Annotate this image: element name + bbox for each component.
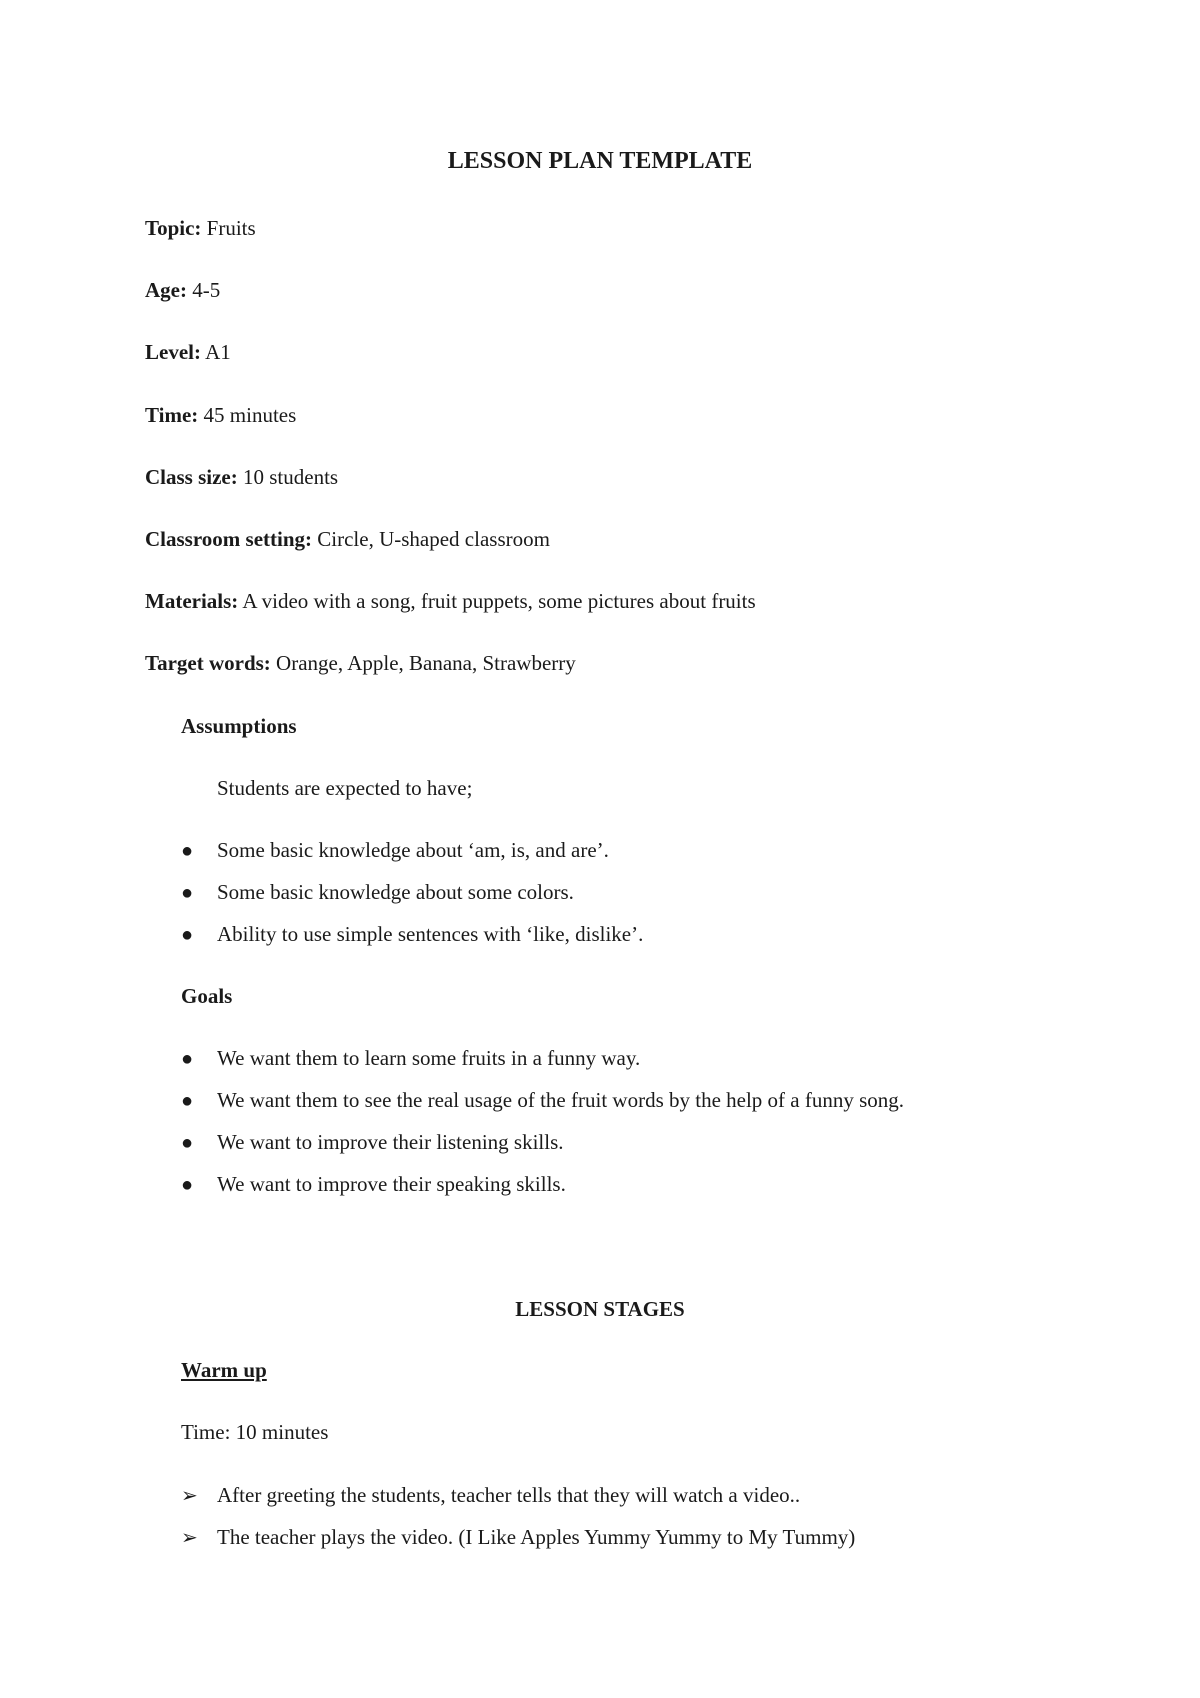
field-value: A video with a song, fruit puppets, some pictures about fruits (238, 589, 756, 613)
field-label: Topic: (145, 216, 202, 240)
bullet-icon: ● (181, 1132, 194, 1154)
field-target-words (145, 649, 576, 677)
bullet-icon: ● (181, 1048, 194, 1070)
field-value: 4-5 (186, 278, 221, 302)
field-label: Class size: (145, 465, 238, 489)
field-label: Time: (145, 403, 199, 427)
field-topic (145, 214, 256, 242)
stages-title: LESSON STAGES (515, 1297, 685, 1321)
field-level (145, 338, 231, 366)
list-item-text: Some basic knowledge about ‘am, is, and are’. (217, 838, 609, 862)
arrow-bullet-icon: ➢ (181, 1485, 198, 1507)
list-item-text: Ability to use simple sentences with ‘like, dislike’. (217, 922, 644, 946)
field-classroom-setting (145, 525, 550, 553)
list-item (181, 878, 574, 907)
field-value: 45 minutes (198, 403, 297, 427)
field-time (145, 401, 296, 429)
warmup-time: Time: 10 minutes (181, 1420, 329, 1444)
field-value: 10 students (237, 465, 339, 489)
field-label: Classroom setting: (145, 527, 313, 551)
list-item (181, 1170, 566, 1199)
bullet-icon: ● (181, 840, 194, 862)
field-age (145, 276, 220, 304)
page-title: LESSON PLAN TEMPLATE (447, 148, 753, 174)
bullet-icon: ● (181, 882, 194, 904)
field-value: Circle, U-shaped classroom (312, 527, 550, 551)
list-item (181, 1523, 855, 1552)
list-item (181, 836, 609, 865)
field-label: Level: (145, 340, 201, 364)
bullet-icon: ● (181, 924, 194, 946)
list-item (181, 920, 643, 949)
field-class-size (145, 463, 338, 491)
field-value: Fruits (201, 216, 256, 240)
list-item-text: Some basic knowledge about some colors. (217, 880, 574, 904)
list-item-text: After greeting the students, teacher tells that they will watch a video.. (217, 1483, 801, 1507)
list-item-text: We want to improve their speaking skills. (217, 1172, 566, 1196)
bullet-icon: ● (181, 1090, 194, 1112)
list-item-text: We want to improve their listening skills. (217, 1130, 564, 1154)
field-value: Orange, Apple, Banana, Strawberry (270, 651, 576, 675)
assumptions-heading: Assumptions (181, 714, 297, 738)
field-materials (145, 587, 756, 615)
assumptions-intro: Students are expected to have; (217, 776, 473, 800)
list-item (181, 1044, 640, 1073)
list-item-text: The teacher plays the video. (I Like Apples Yummy Yummy to My Tummy) (217, 1525, 856, 1549)
list-item (181, 1128, 564, 1157)
list-item (181, 1481, 800, 1510)
goals-heading: Goals (181, 984, 233, 1008)
list-item (181, 1086, 904, 1115)
field-label: Age: (145, 278, 187, 302)
list-item-text: We want them to learn some fruits in a funny way. (217, 1046, 641, 1070)
bullet-icon: ● (181, 1174, 194, 1196)
warmup-heading: Warm up (181, 1358, 267, 1382)
field-label: Materials: (145, 589, 239, 613)
field-value: A1 (200, 340, 231, 364)
list-item-text: We want them to see the real usage of the fruit words by the help of a funny song. (217, 1088, 905, 1112)
field-label: Target words: (145, 651, 271, 675)
arrow-bullet-icon: ➢ (181, 1527, 198, 1549)
